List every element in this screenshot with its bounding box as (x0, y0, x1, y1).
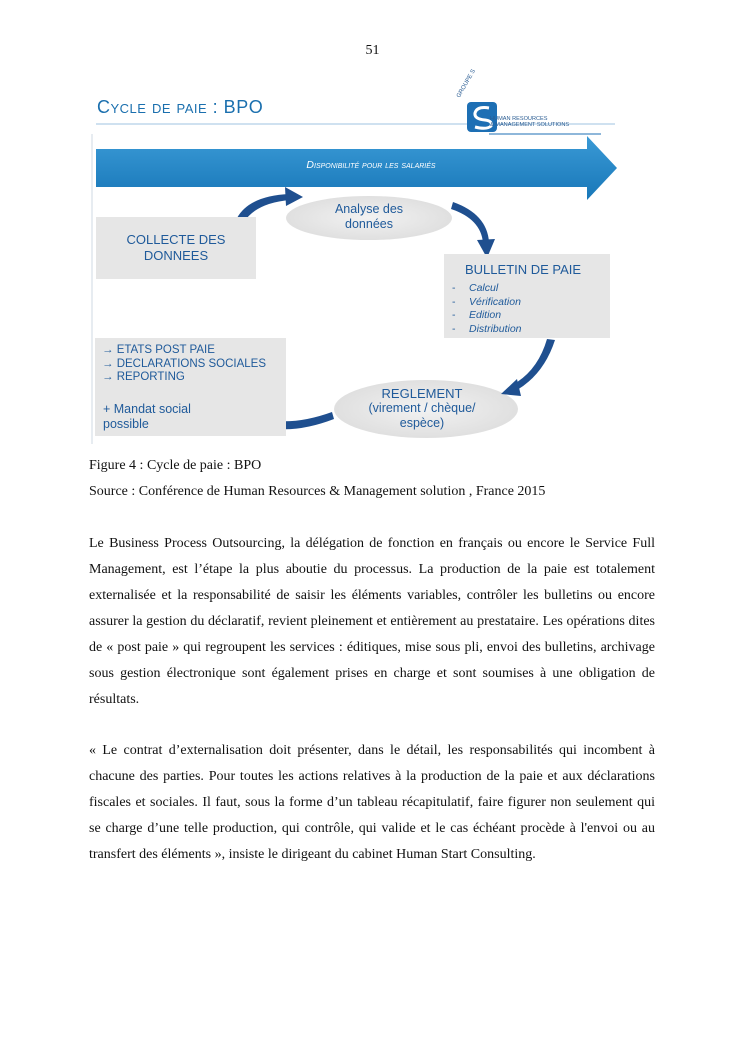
arrow-analyse-bulletin (451, 202, 489, 243)
mandat-line2: possible (103, 417, 149, 431)
figure-cycle-de-paie (89, 68, 617, 446)
reglement-text (337, 386, 507, 431)
bulletin-item: - Edition (452, 309, 502, 321)
bulletin-title: BULLETIN DE PAIE (465, 262, 582, 277)
banner-text (251, 159, 491, 171)
figure-source: Source : Conférence de Human Resources & Management solution , France 2015 (89, 484, 546, 499)
figure-title (97, 97, 263, 118)
mandat-social (103, 402, 191, 432)
mandat-line1: + Mandat social (103, 402, 191, 416)
analyse-text (299, 202, 439, 232)
logo-line2: & MANAGEMENT SOLUTIONS (490, 122, 570, 129)
bulletin-list (452, 282, 522, 336)
bulletin-item-label: Distribution (469, 322, 522, 335)
figure-title-text: Cycle de paie : BPO (97, 97, 264, 117)
reglement-line2: (virement / chèque/ (368, 401, 476, 415)
paragraph-text: « Le contrat d’externalisation doit présenter, dans le détail, les responsabilités qui incombent à chacune des parties. Pour toutes les actions relatives à la production de la paie et aux déclarations fiscales et sociales. Il faut, sous la forme d’un tableau récapitulatif, faire figurer non seulement qui se charge d’une telle production, qui contrôle, qui valide et le cas échéant procède à l'envoi ou au transfert des éléments », insiste le dirigeant du cabinet Human Start Consulting. (89, 743, 655, 862)
logo-groupe: GROUPE S (456, 68, 478, 99)
bulletin-box (444, 254, 610, 338)
figure-caption: Figure 4 : Cycle de paie : BPO (89, 458, 262, 473)
reglement-line1: REGLEMENT (381, 386, 463, 401)
bulletin-item-label: Vérification (469, 295, 521, 308)
paragraph-bpo (89, 531, 655, 713)
post-paie-item: → ETATS POST PAIE (102, 344, 215, 356)
reglement-line3: espèce) (399, 416, 445, 430)
collecte-line2: DONNEES (143, 248, 209, 263)
company-logo (444, 68, 584, 136)
analyse-line1: Analyse des (334, 202, 404, 216)
paragraph-text: Le Business Process Outsourcing, la délégation de fonction en français ou encore le Service Full Management, est l’étape la plus aboutie du processus. La production de la paie est totalement externalisée et la responsabilité de saisir les éléments variables, contrôler les bulletins ou encore assurer la gestion du déclaratif, revient pleinement et entièrement au prestataire. Les opérations dites de « post paie » qui regroupent les services : éditiques, mise sous pli, envoi des bulletins, archivage sous gestion électronique sont également prises en charge et sont soumises à une obligation de résultats. (89, 536, 655, 707)
collecte-box (96, 217, 256, 279)
post-paie-box (95, 338, 286, 436)
post-paie-list (102, 344, 266, 385)
post-paie-item: → DECLARATIONS SOCIALES (102, 357, 267, 370)
post-paie-item: → REPORTING (102, 371, 185, 383)
arrow-bulletin-reglement (514, 339, 555, 390)
banner-label: Disponibilité pour les salariés (306, 159, 436, 171)
page-number: 51 (365, 43, 380, 58)
logo-line1: HUMAN RESOURCES (490, 116, 548, 122)
bulletin-item: - Vérification (452, 295, 521, 308)
analyse-line2: données (345, 217, 393, 231)
bulletin-item: - Calcul (452, 282, 499, 294)
logo-text (490, 116, 569, 129)
bulletin-item-label: Calcul (469, 282, 499, 294)
bulletin-item-label: Edition (469, 309, 502, 321)
bulletin-item: - Distribution (452, 322, 522, 335)
collecte-line1: COLLECTE DES (126, 232, 226, 247)
paragraph-quote (89, 738, 655, 868)
